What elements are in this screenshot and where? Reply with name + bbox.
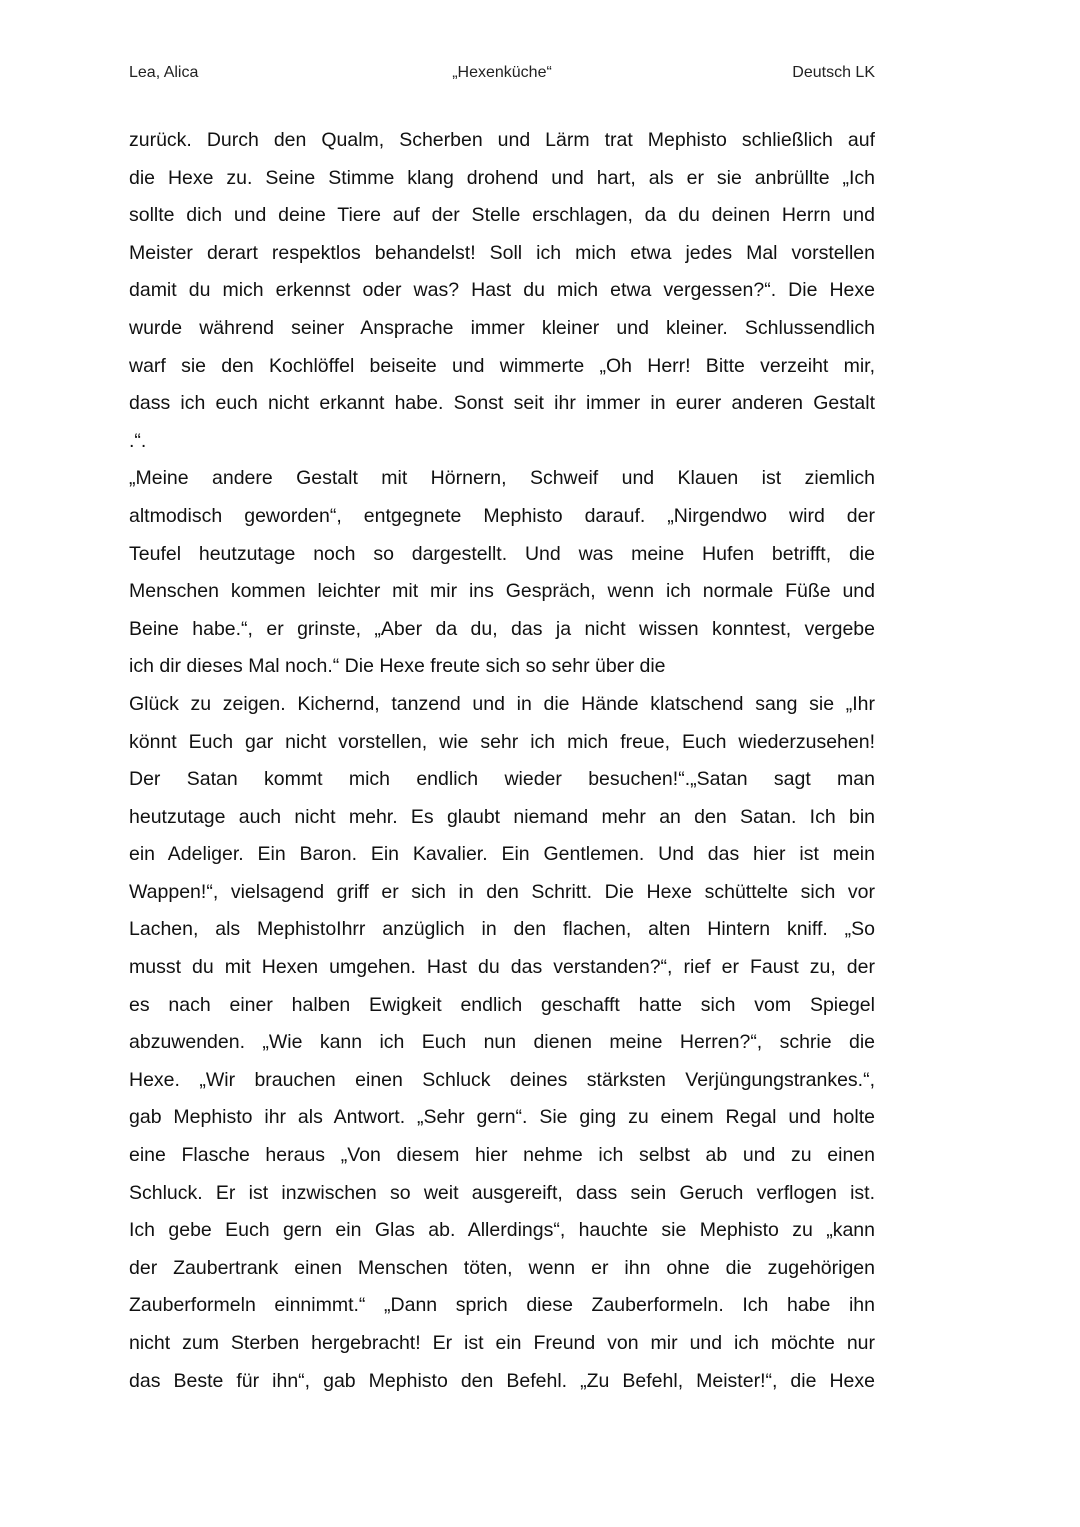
text-line: Ich gebe Euch gern ein Glas ab. Allerdings“, hauchte sie Mephisto zu „kann: [129, 1219, 875, 1242]
text-line: Glück zu zeigen. Kichernd, tanzend und in die Hände klatschend sang sie „Ihr: [129, 692, 875, 715]
text-line: ich dir dieses Mal noch.“ Die Hexe freute sich so sehr über die: [129, 655, 666, 678]
page-header: [129, 64, 875, 88]
text-line: Beine habe.“, er grinste, „Aber da du, das ja nicht wissen konntest, vergebe: [129, 617, 875, 640]
text-line: „Meine andere Gestalt mit Hörnern, Schweif und Klauen ist ziemlich: [129, 467, 875, 490]
text-line: wurde während seiner Ansprache immer kleiner und kleiner. Schlussendlich: [129, 316, 875, 339]
text-line: ein Adeliger. Ein Baron. Ein Kavalier. Ein Gentlemen. Und das hier ist mein: [129, 843, 875, 866]
text-line: Lachen, als MephistoIhrr anzüglich in den flachen, alten Hintern kniff. „So: [129, 918, 875, 941]
text-line: Der Satan kommt mich endlich wieder besuchen!“.„Satan sagt man: [129, 768, 875, 791]
text-line: dass ich euch nicht erkannt habe. Sonst seit ihr immer in eurer anderen Gestalt: [129, 392, 875, 415]
text-line: nicht zum Sterben hergebracht! Er ist ein Freund von mir und ich möchte nur: [129, 1332, 875, 1354]
text-line: heutzutage auch nicht mehr. Es glaubt niemand mehr an den Satan. Ich bin: [129, 805, 875, 828]
text-line: damit du mich erkennst oder was? Hast du mich etwa vergessen?“. Die Hexe: [129, 279, 875, 302]
header-authors: Lea, Alica: [129, 64, 199, 81]
text-line: zurück. Durch den Qualm, Scherben und Lärm trat Mephisto schließlich auf: [129, 129, 875, 151]
text-line: das Beste für ihn“, gab Mephisto den Befehl. „Zu Befehl, Meister!“, die Hexe: [129, 1369, 875, 1392]
header-course: Deutsch LK: [792, 64, 875, 81]
text-line: Menschen kommen leichter mit mir ins Gespräch, wenn ich normale Füße und: [129, 580, 875, 603]
text-line: Meister derart respektlos behandelst! Soll ich mich etwa jedes Mal vorstellen: [129, 241, 875, 264]
text-line: abzuwenden. „Wie kann ich Euch nun dienen meine Herren?“, schrie die: [129, 1031, 875, 1054]
text-line: die Hexe zu. Seine Stimme klang drohend und hart, als er sie anbrüllte „Ich: [129, 166, 875, 189]
text-line: .“.: [129, 429, 147, 452]
text-line: Schluck. Er ist inzwischen so weit ausgereift, dass sein Geruch verflogen ist.: [129, 1181, 875, 1204]
text-line: es nach einer halben Ewigkeit endlich geschafft hatte sich vom Spiegel: [129, 993, 875, 1016]
text-line: sollte dich und deine Tiere auf der Stelle erschlagen, da du deinen Herrn und: [129, 204, 875, 227]
text-line: der Zaubertrank einen Menschen töten, wenn er ihn ohne die zugehörigen: [129, 1256, 875, 1279]
text-line: eine Flasche heraus „Von diesem hier nehme ich selbst ab und zu einen: [129, 1144, 875, 1167]
text-line: gab Mephisto ihr als Antwort. „Sehr gern“. Sie ging zu einem Regal und holte: [129, 1106, 875, 1129]
text-line: Wappen!“, vielsagend griff er sich in den Schritt. Die Hexe schüttelte sich vor: [129, 880, 875, 903]
header-title: „Hexenküche“: [452, 64, 552, 81]
text-line: altmodisch geworden“, entgegnete Mephisto darauf. „Nirgendwo wird der: [129, 504, 875, 527]
text-line: könnt Euch gar nicht vorstellen, wie sehr ich mich freue, Euch wiederzusehen!: [129, 730, 875, 753]
text-line: Hexe. „Wir brauchen einen Schluck deines stärksten Verjüngungstrankes.“,: [129, 1068, 875, 1091]
text-line: Zauberformeln einnimmt.“ „Dann sprich diese Zauberformeln. Ich habe ihn: [129, 1294, 875, 1317]
text-line: musst du mit Hexen umgehen. Hast du das verstanden?“, rief er Faust zu, der: [129, 956, 875, 979]
text-line: warf sie den Kochlöffel beiseite und wimmerte „Oh Herr! Bitte verzeiht mir,: [129, 354, 875, 377]
body-text: [129, 122, 875, 1400]
text-line: Teufel heutzutage noch so dargestellt. Und was meine Hufen betrifft, die: [129, 542, 875, 565]
